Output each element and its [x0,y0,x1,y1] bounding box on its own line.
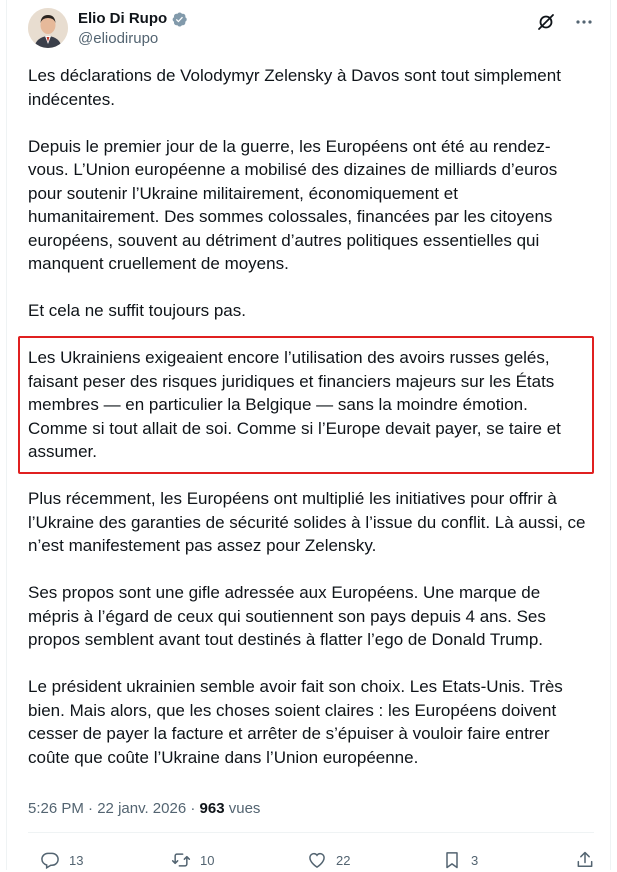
tweet-time[interactable]: 5:26 PM [28,800,84,817]
paragraph: Le président ukrainien semble avoir fait son choix. Les Etats-Unis. Très bien. Mais alors, que les choses soient claires : les Européens doivent cesser de payer la facture et arrêter de s’épuiser à vouloir faire entrer coûte que coûte l’Ukraine dans l’Union européenne. [28,677,563,767]
author-name[interactable]: Elio Di Rupo [78,10,168,27]
views-label: vues [228,800,261,817]
paragraph: Ses propos sont une gifle adressée aux Européens. Une marque de mépris à l’égard de ceux qui soutiennent son pays depuis 4 ans. Ses propos semblent avant tout destinés à flatter l’ego de Donald Trump. [28,583,546,649]
tweet-date[interactable]: 22 janv. 2026 [97,800,187,817]
like-button[interactable] [307,850,350,870]
grok-icon[interactable] [536,12,556,32]
tweet-card [6,0,611,870]
paragraph: Et cela ne suffit toujours pas. [28,301,246,320]
more-icon[interactable] [574,12,594,32]
paragraph: Depuis le premier jour de la guerre, les Européens ont été au rendez-vous. L’Union européenne a mobilisé des dizaines de milliards d’euros pour soutenir l’Ukraine militairement, économiquement et humanitairement. Des sommes colossales, financées par les citoyens européens, souvent au détriment d’autres politiques essentielles qui manquent cruellement de moyens. [28,136,558,273]
avatar-portrait-icon [28,8,68,48]
bookmark-count: 3 [471,852,479,868]
view-count: 963 [199,800,225,817]
repost-count: 10 [200,852,215,868]
share-icon [575,850,595,870]
author-handle[interactable]: @eliodirupo [78,30,159,47]
repost-button[interactable] [171,850,214,870]
verified-badge-icon[interactable] [171,11,188,28]
action-bar [28,848,594,872]
like-count: 22 [336,852,351,868]
bookmark-icon [442,850,462,870]
meta-separator: · [190,800,196,817]
divider [28,832,594,833]
avatar[interactable] [28,8,68,48]
share-button[interactable] [575,850,595,870]
meta-separator: · [88,800,94,817]
heart-icon [307,850,327,870]
repost-icon [171,850,191,870]
reply-count: 13 [69,852,84,868]
tweet-header [28,8,594,48]
reply-button[interactable] [40,850,83,870]
tweet-meta [28,799,260,819]
reply-icon [40,850,60,870]
paragraph: Les déclarations de Volodymyr Zelensky à Davos sont tout simplement indécentes. [28,66,561,109]
paragraph: Plus récemment, les Européens ont multiplié les initiatives pour offrir à l’Ukraine des garanties de sécurité solides à l’issue du conflit. Là aussi, ce n’est manifestement pas assez pour Zelensky. [28,489,586,555]
bookmark-button[interactable] [442,850,478,870]
highlighted-paragraph: Les Ukrainiens exigeaient encore l’utilisation des avoirs russes gelés, faisant peser des risques juridiques et financiers majeurs sur les États membres — en particulier la Belgique — sans la moindre émotion. Comme si tout allait de soi. Comme si l’Europe devait payer, se taire et assumer. [28,346,588,464]
tweet-text [28,64,588,793]
